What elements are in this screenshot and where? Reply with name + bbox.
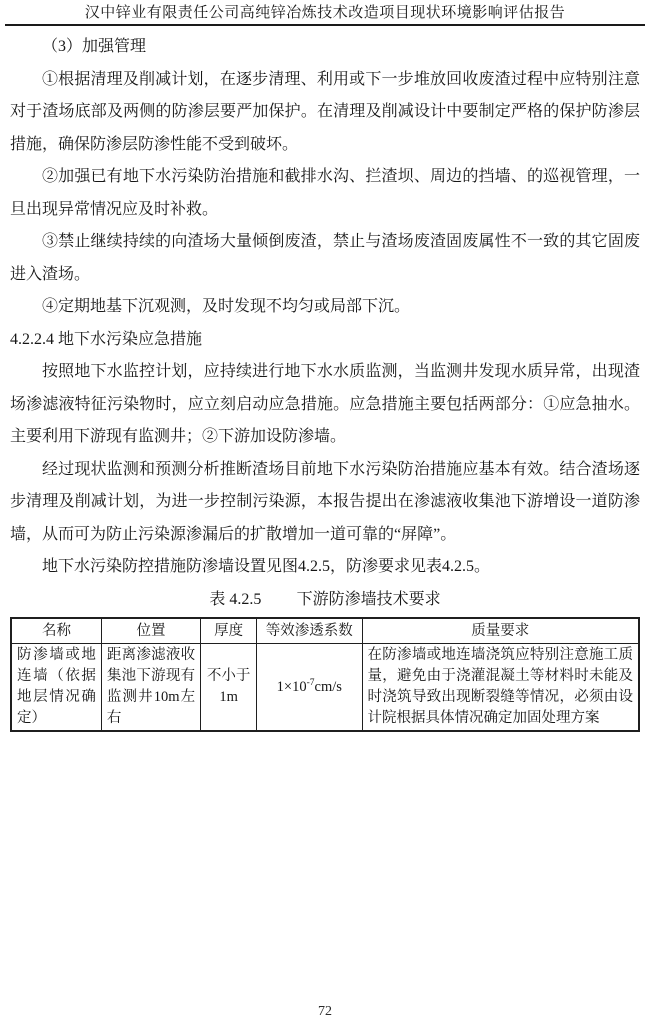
paragraph-measure-1: ①根据清理及削减计划，在逐步清理、利用或下一步堆放回收废渣过程中应特别注意对于渣场底部及两侧的防渗层要严加保护。在清理及削减设计中要制定严格的保护防渗层措施，确保防渗层防渗性能不受到破坏。 [10,70,640,153]
running-header: 汉中锌业有限责任公司高纯锌冶炼技术改造项目现状环境影响评估报告 [84,5,566,21]
coefficient-base: 1×10 [276,678,307,695]
coefficient-exponent: -7 [306,677,315,688]
seepage-wall-spec-table [10,617,640,732]
cell-quality: 在防渗墙或地连墙浇筑应特别注意施工质量，避免由于浇灌混凝土等材料时未能及时浇筑导致出现断裂缝等情况，必须由设计院根据具体情况确定加固处理方案 [362,644,639,732]
paragraph-measure-4: ④定期地基下沉观测，及时发现不均匀或局部下沉。 [42,298,411,315]
col-header-coefficient: 等效渗透系数 [257,618,363,644]
paragraph-reference: 地下水污染防控措施防渗墙设置见图4.2.5，防渗要求见表4.2.5。 [42,558,491,575]
table-header-row [11,618,639,644]
cell-coefficient [257,644,363,732]
col-header-quality: 质量要求 [362,618,639,644]
col-header-thickness: 厚度 [201,618,257,644]
table-caption-label: 表 4.2.5 [209,590,262,608]
page-number: 72 [318,1004,332,1019]
paragraph-measure-2: ②加强已有地下水污染防治措施和截排水沟、拦渣坝、周边的挡墙、的巡视管理，一旦出现异常情况应及时补救。 [10,168,640,218]
paragraph-barrier: 经过现状监测和预测分析推断渣场目前地下水污染防治措施应基本有效。结合渣场逐步清理及削减计划，为进一步控制污染源，本报告提出在渗滤液收集池下游增设一道防渗墙，从而可为防止污染源渗漏后的扩散增加一道可靠的“屏障”。 [10,460,640,543]
col-header-name: 名称 [11,618,101,644]
cell-position: 距离渗滤液收集池下游现有监测井10m左右 [101,644,200,732]
table-caption-title: 下游防渗墙技术要求 [296,590,441,608]
table-row [11,644,639,732]
header-divider [5,24,645,26]
paragraph-measure-3: ③禁止继续持续的向渣场大量倾倒废渣，禁止与渣场废渣固废属性不一致的其它固废进入渣场。 [10,233,640,283]
paragraph-emergency: 按照地下水监控计划，应持续进行地下水水质监测，当监测井发现水质异常，出现渣场渗滤液特征污染物时，应立刻启动应急措施。应急措施主要包括两部分：①应急抽水。主要利用下游现有监测井；②下游加设防渗墙。 [10,363,640,445]
cell-name: 防渗墙或地连墙（依据地层情况确定） [11,644,101,732]
coefficient-unit: cm/s [314,678,342,695]
subsection-heading-manage: （3）加强管理 [42,38,147,55]
document-body [10,31,640,732]
section-heading-4224: 4.2.2.4 地下水污染应急措施 [10,330,203,348]
col-header-position: 位置 [101,618,200,644]
table-caption [10,584,640,617]
cell-thickness: 不小于1m [201,644,257,732]
